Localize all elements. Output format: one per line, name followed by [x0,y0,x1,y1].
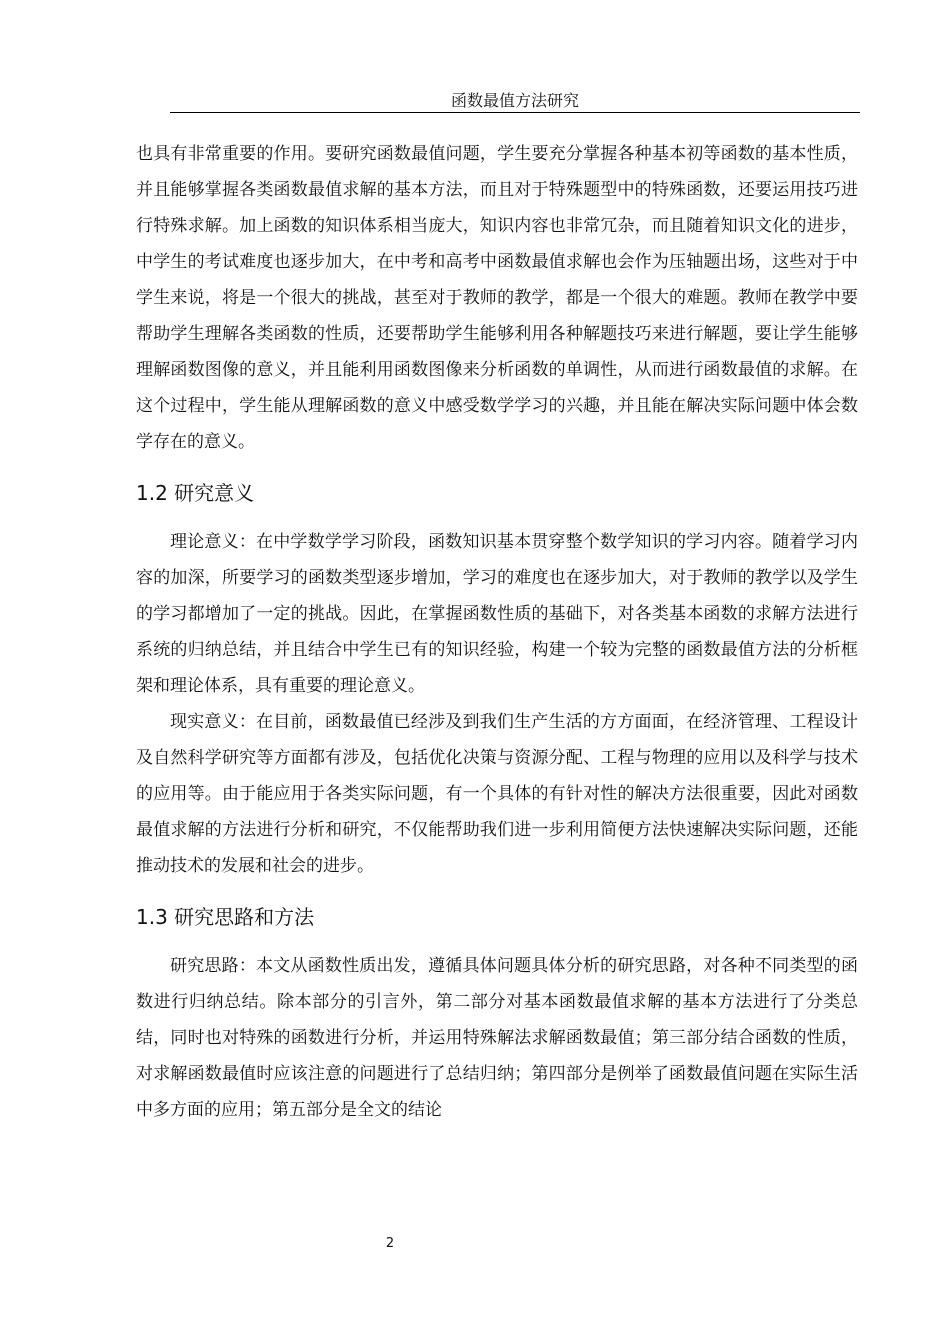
page-number: 2 [385,1236,395,1251]
running-header: 函数最值方法研究 [450,91,579,110]
header-divider [170,112,860,113]
paragraph-research-approach: 研究思路：本文从函数性质出发，遵循具体问题具体分析的研究思路，对各种不同类型的函数进行归纳总结。除本部分的引言外，第二部分对基本函数最值求解的基本方法进行了分类总结，同时也对特殊的函数进行分析，并运用特殊解法求解函数最值；第三部分结合函数的性质，对求解函数最值时应该注意的问题进行了总结归纳；第四部分是例举了函数最值问题在实际生活中多方面的应用；第五部分是全文的结论 [136,956,858,1120]
paragraph-intro-continued: 也具有非常重要的作用。要研究函数最值问题，学生要充分掌握各种基本初等函数的基本性质，并且能够掌握各类函数最值求解的基本方法，而且对于特殊题型中的特殊函数，还要运用技巧进行特殊求解。加上函数的知识体系相当庞大，知识内容也非常冗杂，而且随着知识文化的进步，中学生的考试难度也逐步加大，在中考和高考中函数最值求解也会作为压轴题出场，这些对于中学生来说，将是一个很大的挑战，甚至对于教师的教学，都是一个很大的难题。教师在教学中要帮助学生理解各类函数的性质，还要帮助学生能够利用各种解题技巧来进行解题，要让学生能够理解函数图像的意义，并且能利用函数图像来分析函数的单调性，从而进行函数最值的求解。在这个过程中，学生能从理解函数的意义中感受数学学习的兴趣，并且能在解决实际问题中体会数学存在的意义。 [136,144,858,452]
section-heading-research-approach: 1.3 研究思路和方法 [136,905,315,929]
section-heading-research-significance: 1.2 研究意义 [136,481,255,505]
document-body [136,136,858,1128]
paragraph-practical-significance: 现实意义：在目前，函数最值已经涉及到我们生产生活的方方面面，在经济管理、工程设计及自然科学研究等方面都有涉及，包括优化决策与资源分配、工程与物理的应用以及科学与技术的应用等。由于能应用于各类实际问题，有一个具体的有针对性的解决方法很重要，因此对函数最值求解的方法进行分析和研究，不仅能帮助我们进一步利用简便方法快速解决实际问题，还能推动技术的发展和社会的进步。 [136,712,858,876]
paragraph-theoretical-significance: 理论意义：在中学数学学习阶段，函数知识基本贯穿整个数学知识的学习内容。随着学习内容的加深，所要学习的函数类型逐步增加，学习的难度也在逐步加大，对于教师的教学以及学生的学习都增加了一定的挑战。因此，在掌握函数性质的基础下，对各类基本函数的求解方法进行系统的归纳总结，并且结合中学生已有的知识经验，构建一个较为完整的函数最值方法的分析框架和理论体系，具有重要的理论意义。 [136,532,858,696]
